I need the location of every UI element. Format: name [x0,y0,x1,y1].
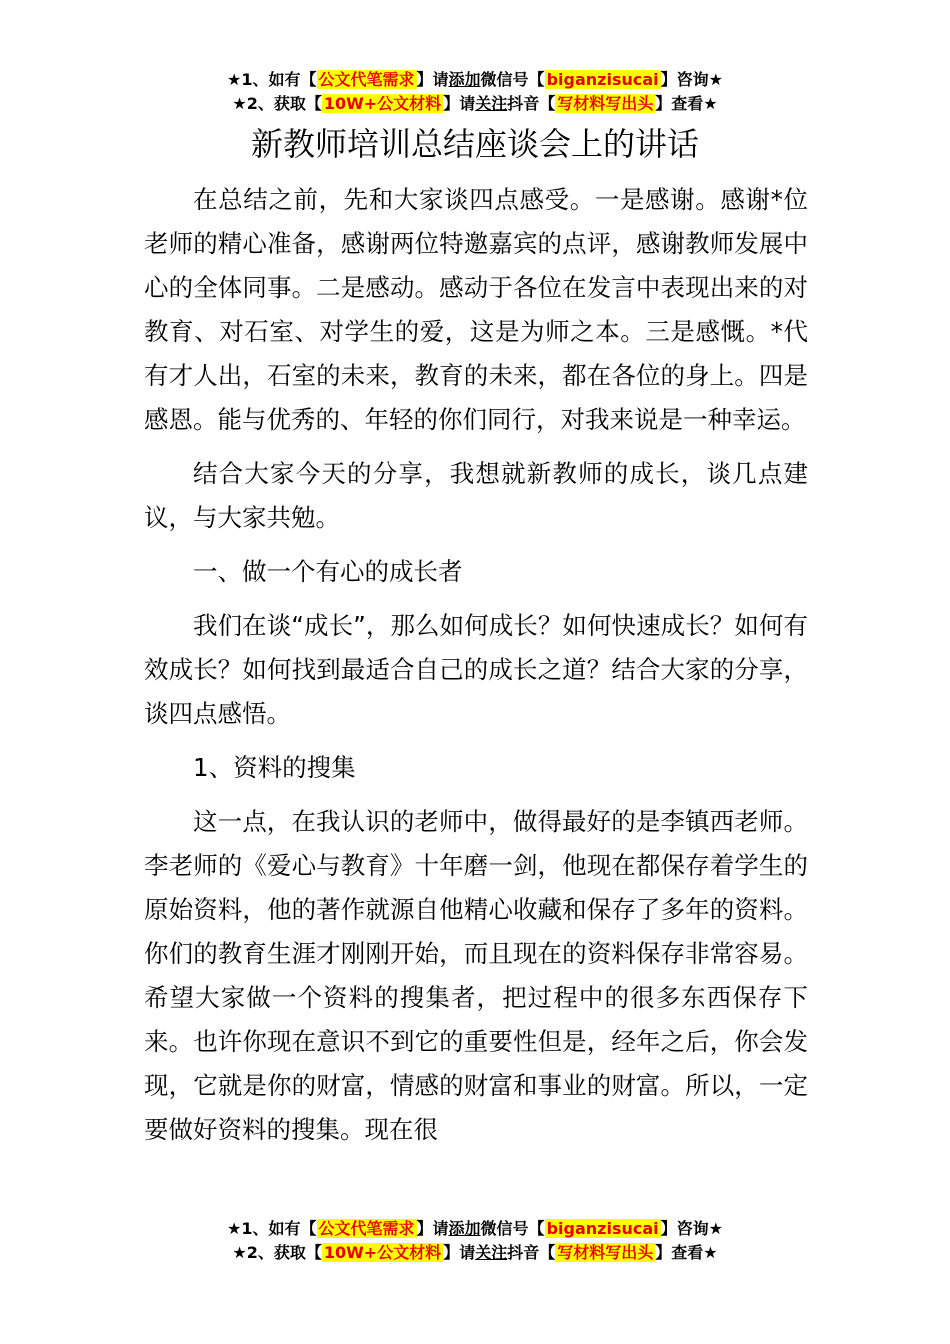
header-promo-banner [0,68,950,116]
highlight-douyin: 写材料写出头 [557,1243,654,1262]
star-icon: ★ [708,1219,723,1238]
promo-line-2: ★2、获取【 10W+公文材料 】请关注抖音【 写材料写出头 】查看★ [232,94,718,113]
promo-line-1: ★1、如有【 公文代笔需求 】请添加微信号【 biganzisucai 】咨询★ [227,70,723,89]
highlight-materials: 10W+公文材料 [323,1243,442,1262]
star-icon: ★ [227,70,242,89]
promo-line-1: ★1、如有【 公文代笔需求 】请添加微信号【 biganzisucai 】咨询★ [227,1219,723,1238]
highlight-wechat-id: biganzisucai [546,1219,659,1238]
promo-line-2: ★2、获取【 10W+公文材料 】请关注抖音【 写材料写出头 】查看★ [232,1243,718,1262]
paragraph: 结合大家今天的分享，我想就新教师的成长，谈几点建议，与大家共勉。 [144,459,808,532]
subsection-heading: 1、资料的搜集 [193,753,356,782]
highlight-wechat-id: biganzisucai [546,70,659,89]
paragraph: 我们在谈“成长”，那么如何成长？如何快速成长？如何有效成长？如何找到最适合自己的成长之道？结合大家的分享，谈四点感悟。 [144,611,808,728]
footer-promo-banner [0,1217,950,1265]
star-icon: ★ [703,94,718,113]
star-icon: ★ [703,1243,718,1262]
star-icon: ★ [227,1219,242,1238]
paragraph: 在总结之前，先和大家谈四点感受。一是感谢。感谢*位老师的精心准备，感谢两位特邀嘉宾的点评，感谢教师发展中心的全体同事。二是感动。感动于各位在发言中表现出来的对教育、对石室、对学生的爱，这是为师之本。三是感慨。*代有才人出，石室的未来，教育的未来，都在各位的身上。四是感恩。能与优秀的、年轻的你们同行，对我来说是一种幸运。 [144,185,808,434]
star-icon: ★ [232,1243,247,1262]
highlight-service: 公文代笔需求 [318,1219,415,1238]
star-icon: ★ [708,70,723,89]
highlight-service: 公文代笔需求 [318,70,415,89]
document-body [144,178,808,1162]
highlight-materials: 10W+公文材料 [323,94,442,113]
paragraph: 这一点，在我认识的老师中，做得最好的是李镇西老师。李老师的《爱心与教育》十年磨一剑，他现在都保存着学生的原始资料，他的著作就源自他精心收藏和保存了多年的资料。你们的教育生涯才刚刚开始，而且现在的资料保存非常容易。希望大家做一个资料的搜集者，把过程中的很多东西保存下来。也许你现在意识不到它的重要性但是，经年之后，你会发现，它就是你的财富，情感的财富和事业的财富。所以，一定要做好资料的搜集。现在很 [144,807,808,1144]
star-icon: ★ [232,94,247,113]
section-heading: 一、做一个有心的成长者 [193,557,463,586]
highlight-douyin: 写材料写出头 [557,94,654,113]
document-title: 新教师培训总结座谈会上的讲话 [250,125,699,163]
